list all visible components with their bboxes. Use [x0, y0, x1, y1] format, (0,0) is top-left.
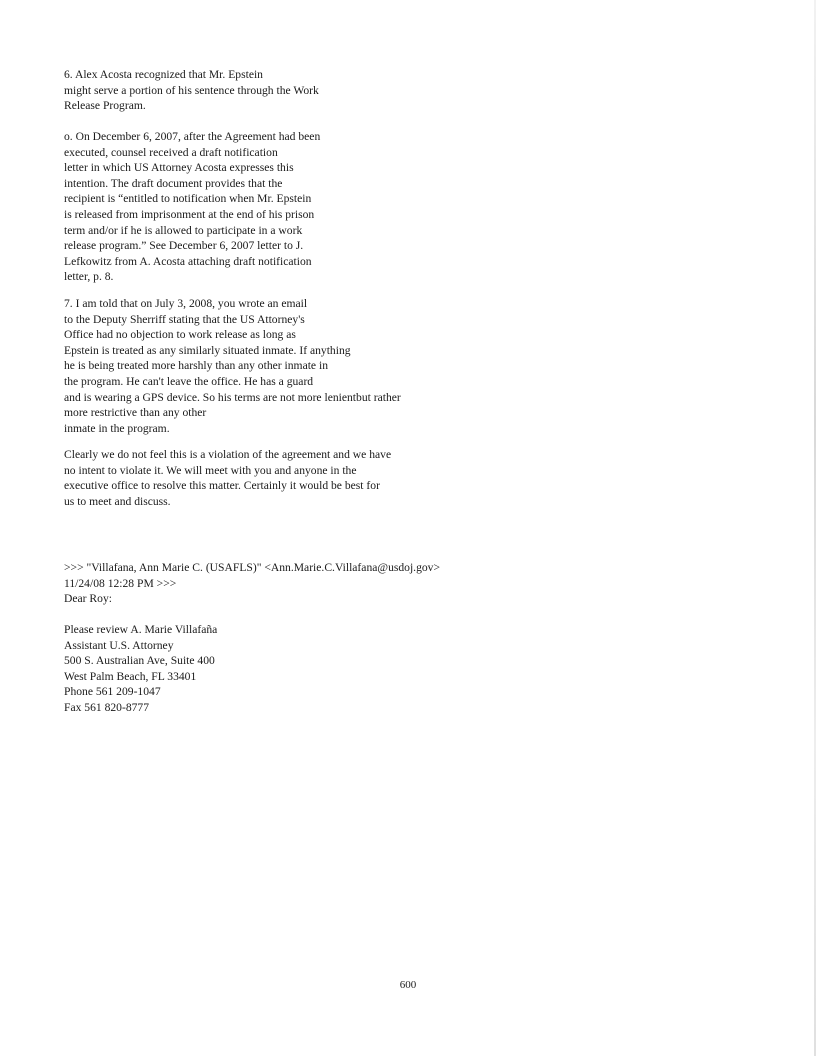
text-line: 7. I am told that on July 3, 2008, you wrote an email	[64, 297, 308, 310]
text-line: term and/or if he is allowed to participate in a work	[64, 223, 303, 237]
text-line: Epstein is treated as any similarly situated inmate. If anything	[64, 343, 351, 357]
signature-line: Phone 561 209-1047	[64, 685, 161, 699]
signature-line: 500 S. Australian Ave, Suite 400	[64, 654, 215, 668]
text-line: intention. The draft document provides that the	[64, 176, 283, 190]
paragraph-6-work-release	[64, 67, 319, 114]
paragraph-7-email-to-deputy	[64, 296, 401, 436]
text-line: the program. He can't leave the office. He has a guard	[64, 374, 314, 388]
text-line: 6. Alex Acosta recognized that Mr. Epstein	[64, 68, 263, 81]
text-line: letter, p. 8.	[64, 270, 114, 284]
text-line: letter in which US Attorney Acosta expresses this	[64, 161, 294, 175]
email-signature	[64, 622, 217, 716]
email-sender-line: >>> "Villafana, Ann Marie C. (USAFLS)" <Ann.Marie.C.Villafana@usdoj.gov>	[64, 561, 441, 574]
text-line: no intent to violate it. We will meet with you and anyone in the	[64, 463, 357, 477]
page-number: 600	[399, 979, 417, 991]
text-line: o. On December 6, 2007, after the Agreement had been	[64, 130, 321, 143]
text-line: executed, counsel received a draft notification	[64, 145, 278, 159]
paragraph-o-draft-notification	[64, 129, 320, 285]
signature-line: Fax 561 820-8777	[64, 700, 150, 714]
email-salutation: Dear Roy:	[64, 592, 112, 606]
text-line: might serve a portion of his sentence through the Work	[64, 83, 319, 97]
text-line: to the Deputy Sherriff stating that the US Attorney's	[64, 312, 305, 326]
signature-line: Please review A. Marie Villafaña	[64, 623, 218, 636]
text-line: Release Program.	[64, 99, 146, 113]
text-line: is released from imprisonment at the end of his prison	[64, 207, 315, 221]
paragraph-closing	[64, 447, 391, 509]
text-line: Clearly we do not feel this is a violation of the agreement and we have	[64, 448, 392, 461]
signature-line: West Palm Beach, FL 33401	[64, 669, 197, 683]
quoted-email-header	[64, 560, 440, 607]
signature-line: Assistant U.S. Attorney	[64, 638, 174, 652]
text-line: release program.” See December 6, 2007 letter to J.	[64, 239, 304, 253]
text-line: Lefkowitz from A. Acosta attaching draft notification	[64, 254, 312, 268]
text-line: us to meet and discuss.	[64, 494, 171, 508]
text-line: executive office to resolve this matter. Certainly it would be best for	[64, 479, 380, 493]
text-line: Office had no objection to work release as long as	[64, 328, 296, 342]
text-line: more restrictive than any other	[64, 406, 207, 420]
text-line: inmate in the program.	[64, 421, 170, 435]
text-line: and is wearing a GPS device. So his terms are not more lenientbut rather	[64, 390, 401, 404]
text-line: he is being treated more harshly than any other inmate in	[64, 359, 328, 373]
text-line: recipient is “entitled to notification when Mr. Epstein	[64, 192, 312, 206]
email-timestamp-line: 11/24/08 12:28 PM >>>	[64, 576, 177, 590]
